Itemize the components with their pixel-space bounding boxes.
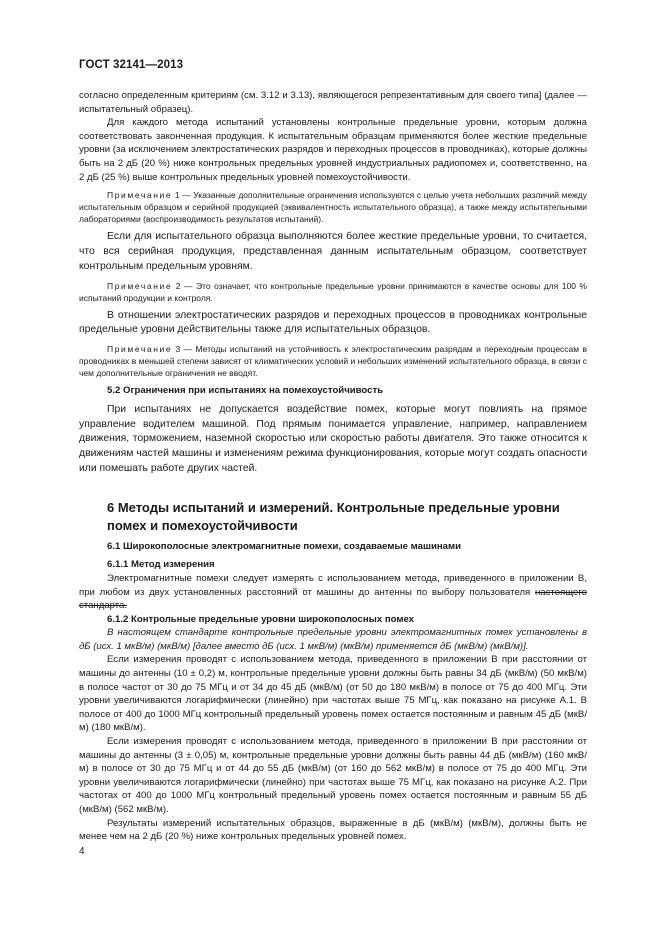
paragraph-text: 6.1.1 Метод измерения [107, 559, 215, 571]
note-label: Примечание [107, 280, 173, 291]
note-text: 3 — Методы испытаний на устойчивость к электростатическим разрядам и переходным процессам в проводниках в меньшей степени зависят от климатических условий и небольших изменений испытательного образца, в связи с чем дополнительные ограничения не вводят. [79, 344, 587, 379]
paragraph-text: В настоящем стандарте контрольные предельные уровни электромагнитных помех установлены в дБ (исх. 1 мкВ/м) (мкВ/м) [далее вместо дБ (исх. 1 мкВ/м) (мкВ/м) применяется дБ (мкВ/м) (мкВ/м)]. [79, 627, 587, 652]
paragraph-text: В отношении электростатических разрядов и переходных процессов в проводниках контрольные предельные уровни действительны также для испытательных образцов. [79, 309, 587, 336]
paragraph [79, 735, 587, 817]
paragraph-text: 5.2 Ограничения при испытаниях на помехоустойчивость [107, 385, 384, 397]
section-heading [79, 499, 587, 535]
paragraph-text: Для каждого метода испытаний установлены контрольные предельные уровни, которым должна соответствовать законченная продукция. К испытательным образцам применяются более жесткие предельные уровни (за исключением электростатических разрядов и переходных процессов в проводниках), которые должны быть на 2 дБ (20 %) ниже контрольных предельных уровней индустриальных радиопомех и, соответственно, на 2 дБ (25 %) выше контрольных предельных уровней помехоустойчивости. [79, 117, 587, 183]
note-label: Примечание [107, 344, 173, 355]
note-label: Примечание [107, 190, 173, 201]
paragraph-text: 6.1.2 Контрольные предельные уровни широкополосных помех [107, 613, 415, 625]
note-text: 1 — Указанные дополнительные ограничения используются с целью учета небольших различий между испытательным образцом и серийной продукцией (эквивалентность испытательного образца), а также между испытательными лабораториями (воспроизводимость результатов испытаний). [79, 190, 587, 225]
paragraph-text: Электромагнитные помехи следует измерять с использованием метода, приведенного в приложении В, при любом из двух установленных расстояний от машины до антенны по выбору пользователя [79, 572, 587, 598]
paragraph [79, 403, 587, 477]
paragraph-text: 6 Методы испытаний и измерений. Контрольные предельные уровни помех и помехоустойчивости [107, 499, 560, 533]
paragraph [79, 89, 587, 116]
paragraph-text: Результаты измерений испытательных образцов, выраженные в дБ (мкВ/м) (мкВ/м), должны быть не менее чем на 2 дБ (20 %) ниже контрольных предельных уровней помех. [79, 817, 587, 843]
paragraph [79, 626, 587, 653]
section-heading [79, 540, 587, 554]
paragraph [79, 230, 587, 274]
section-heading [79, 558, 587, 572]
section-heading [79, 613, 587, 627]
paragraph-text: Если измерения проводят с использованием метода, приведенного в приложении В при расстоянии от машины до антенны (3 ± 0,05) м, контрольные предельные уровни должны быть равны 44 дБ (мкВ/м) (160 мкВ/м) в полосе от 30 до 75 МГц и от 44 до 55 дБ (мкВ/м) (от 160 до 562 мкВ/м) в полосе от 75 до 400 МГц. Эти уровни увеличиваются логарифмически (линейно) при частотах выше 75 МГц, как показано на рисунке А.2. При частотах от 400 до 1000 МГц контрольный предельный уровень помех остается постоянным и равным 55 дБ (мкВ/м) (562 мкВ/м). [79, 736, 587, 815]
page-number: 4 [79, 846, 85, 857]
paragraph-text: Если для испытательного образца выполняются более жесткие предельные уровни, то считается, что вся серийная продукция, представленная данным испытательным образцом, соответствует контрольным предельным уровням. [79, 231, 587, 272]
paragraph-text: При испытаниях не допускается воздействие помех, которые могут повлиять на прямое управление водителем машиной. Под прямым понимается управление, например, направлением движения, торможением, наземной скоростью или скоростью работы двигателя. Это также относится к движениям частей машины и изменениям режима функционирования, которые могут создать опасности или помешать работе других частей. [79, 403, 587, 474]
paragraph [79, 653, 587, 735]
note-paragraph [79, 189, 587, 225]
paragraph-text: 6.1 Широкополосные электромагнитные помехи, создаваемые машинами [107, 540, 461, 552]
section-heading [79, 384, 587, 398]
paragraph [79, 817, 587, 844]
paragraph [79, 572, 587, 613]
note-paragraph [79, 343, 587, 379]
document-header: ГОСТ 32141—2013 [79, 59, 184, 71]
paragraph-text: согласно определенным критериям (см. 3.12 и 3.13), являющегося репрезентативным для своего типа] (далее — испытательный образец). [79, 90, 587, 115]
note-paragraph [79, 280, 587, 304]
struck-text: настоящего стандарта. [79, 586, 587, 612]
document-body [79, 89, 587, 844]
paragraph [79, 116, 587, 184]
paragraph-text: Если измерения проводят с использованием метода, приведенного в приложении В при расстоянии от машины до антенны (10 ± 0,2) м, контрольные предельные уровни должны быть равны 34 дБ (мкВ/м) (50 мкВ/м) в полосе частот от 30 до 75 МГц и от 34 до 45 дБ (мкВ/м) (от 50 до 180 мкВ/м) в полосе от 75 до 400 МГц. Эти уровни увеличиваются логарифмически (линейно) при частотах выше 75 МГц, как показано на рисунке А.1. В полосе от 400 до 1000 МГц контрольный предельный уровень помех остается постоянным и равным 45 дБ (мкВ/м) (180 мкВ/м). [79, 654, 587, 734]
paragraph [79, 309, 587, 339]
note-text: 2 — Это означает, что контрольные предельные уровни принимаются в качестве основы для 100 % испытаний продукции и контроля. [79, 280, 587, 303]
